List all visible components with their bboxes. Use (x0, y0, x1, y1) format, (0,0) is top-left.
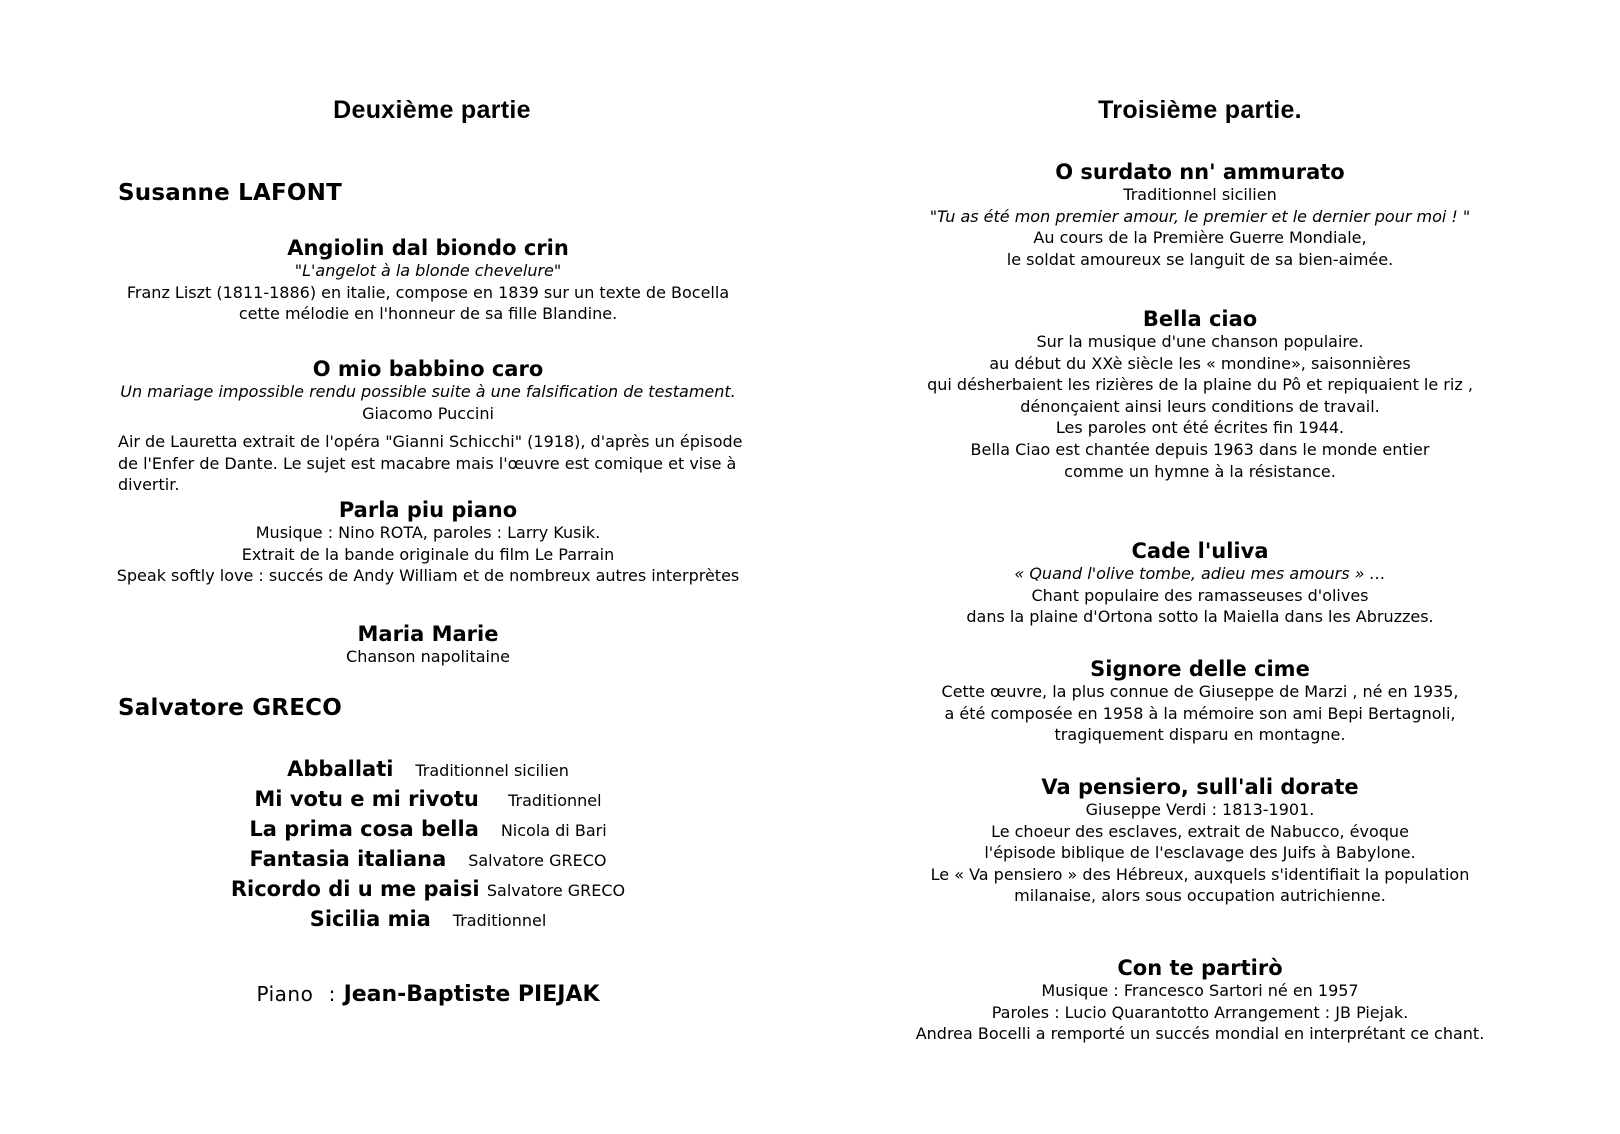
song-title: Parla piu piano (338, 498, 518, 522)
pianist-credit (0, 982, 856, 1007)
song-list (0, 755, 856, 935)
song-origin: Salvatore GRECO (486, 881, 626, 900)
song-description: Bella Ciao est chantée depuis 1963 dans le monde entier (970, 439, 1430, 459)
song-paragraph (118, 431, 758, 496)
song-composer: Giacomo Puccini (362, 403, 494, 423)
song-description: Le « Va pensiero » des Hébreux, auxquels s'identifiait la population (930, 864, 1470, 884)
song-title: Angiolin dal biondo crin (287, 236, 569, 260)
song-description: dénonçaient ainsi leurs conditions de travail. (1020, 396, 1380, 416)
song-subtitle: Un mariage impossible rendu possible suite à une falsification de testament. (120, 382, 736, 401)
song-block (0, 622, 856, 668)
song-block (810, 775, 1590, 907)
list-item (0, 755, 856, 785)
song-title: Signore delle cime (1090, 657, 1310, 681)
song-title: Cade l'uliva (1131, 539, 1269, 563)
song-title: Mi votu e mi rivotu (254, 787, 479, 811)
song-block (0, 236, 856, 325)
list-item (0, 875, 856, 905)
song-title: O surdato nn' ammurato (1055, 160, 1345, 184)
part-title: Troisième partie. (1098, 96, 1302, 124)
song-description: Paroles : Lucio Quarantotto Arrangement : JB Piejak. (991, 1002, 1409, 1022)
song-description: Musique : Francesco Sartori né en 1957 (1041, 981, 1359, 1000)
song-origin: Traditionnel (452, 911, 547, 930)
song-description: Le choeur des esclaves, extrait de Nabucco, évoque (991, 821, 1409, 841)
song-description: l'épisode biblique de l'esclavage des Juifs à Babylone. (984, 843, 1416, 863)
song-composer: Giuseppe Verdi : 1813-1901. (1085, 800, 1315, 819)
song-description: Franz Liszt (1811-1886) en italie, compose en 1839 sur un texte de Bocella (126, 282, 730, 302)
song-description: Sur la musique d'une chanson populaire. (1036, 332, 1364, 351)
song-title: Abballati (287, 757, 394, 781)
song-title: La prima cosa bella (249, 817, 479, 841)
song-origin: Traditionnel (508, 791, 602, 810)
song-description: dans la plaine d'Ortona sotto la Maiella dans les Abruzzes. (966, 607, 1434, 627)
list-item (0, 815, 856, 845)
song-description: Chant populaire des ramasseuses d'olives (1031, 585, 1369, 605)
song-description: Musique : Nino ROTA, paroles : Larry Kusik. (255, 523, 601, 542)
song-description: a été composée en 1958 à la mémoire son ami Bepi Bertagnoli, (944, 703, 1456, 723)
pianist-name: Jean-Baptiste PIEJAK (343, 982, 600, 1007)
song-title: Bella ciao (1142, 307, 1258, 331)
song-origin: Nicola di Bari (500, 821, 607, 840)
song-origin: Salvatore GRECO (468, 851, 607, 870)
song-block (810, 160, 1590, 270)
song-title: Fantasia italiana (249, 847, 447, 871)
list-item (0, 785, 856, 815)
song-quote: "Tu as été mon premier amour, le premier et le dernier pour moi ! " (929, 206, 1471, 226)
song-description: au début du XXè siècle les « mondine», saisonnières (989, 353, 1411, 373)
song-description: comme un hymne à la résistance. (1064, 461, 1336, 481)
song-title: Maria Marie (357, 622, 499, 646)
song-subtitle: "L'angelot à la blonde chevelure" (294, 261, 562, 280)
song-description: Cette œuvre, la plus connue de Giuseppe de Marzi , né en 1935, (941, 682, 1459, 701)
song-description: le soldat amoureux se languit de sa bien-aimée. (1006, 249, 1394, 269)
performer-name: Salvatore GRECO (118, 695, 342, 721)
song-origin: Traditionnel sicilien (1123, 185, 1277, 204)
song-title: Ricordo di u me paisi (230, 877, 480, 901)
song-title: Con te partirò (1117, 956, 1283, 980)
song-origin: Traditionnel sicilien (415, 761, 569, 780)
song-block (810, 657, 1590, 746)
paragraph-line: Air de Lauretta extrait de l'opéra "Gianni Schicchi" (1918), d'après un épisode (118, 432, 743, 451)
paragraph-line: de l'Enfer de Dante. Le sujet est macabre mais l'œuvre est comique et vise à (118, 453, 737, 473)
piano-separator: : (328, 982, 336, 1006)
part-title: Deuxième partie (333, 96, 531, 124)
song-description: Chanson napolitaine (346, 647, 510, 666)
piano-label: Piano (256, 982, 314, 1006)
song-description: tragiquement disparu en montagne. (1054, 725, 1346, 745)
song-quote: « Quand l'olive tombe, adieu mes amours » … (1014, 564, 1386, 583)
song-description: Speak softly love : succés de Andy William et de nombreux autres interprètes (116, 566, 740, 586)
song-description: qui désherbaient les rizières de la plaine du Pô et repiquaient le riz , (927, 375, 1473, 395)
song-block (0, 498, 856, 587)
song-title: Va pensiero, sull'ali dorate (1041, 775, 1359, 799)
song-description: cette mélodie en l'honneur de sa fille Blandine. (238, 304, 618, 324)
performer-name: Susanne LAFONT (118, 180, 342, 206)
song-description: Extrait de la bande originale du film Le Parrain (241, 544, 615, 564)
song-block (810, 307, 1590, 482)
song-description: Au cours de la Première Guerre Mondiale, (1033, 228, 1367, 248)
song-title: O mio babbino caro (312, 357, 544, 381)
song-description: Andrea Bocelli a remporté un succés mondial en interprétant ce chant. (915, 1024, 1485, 1044)
song-title: Sicilia mia (309, 907, 431, 931)
song-block (0, 357, 856, 424)
song-block (810, 539, 1590, 628)
list-item (0, 905, 856, 935)
paragraph-line: divertir. (118, 475, 180, 495)
song-description: Les paroles ont été écrites fin 1944. (1055, 418, 1345, 438)
list-item (0, 845, 856, 875)
song-block (810, 956, 1590, 1045)
song-description: milanaise, alors sous occupation autrichienne. (1014, 886, 1386, 906)
